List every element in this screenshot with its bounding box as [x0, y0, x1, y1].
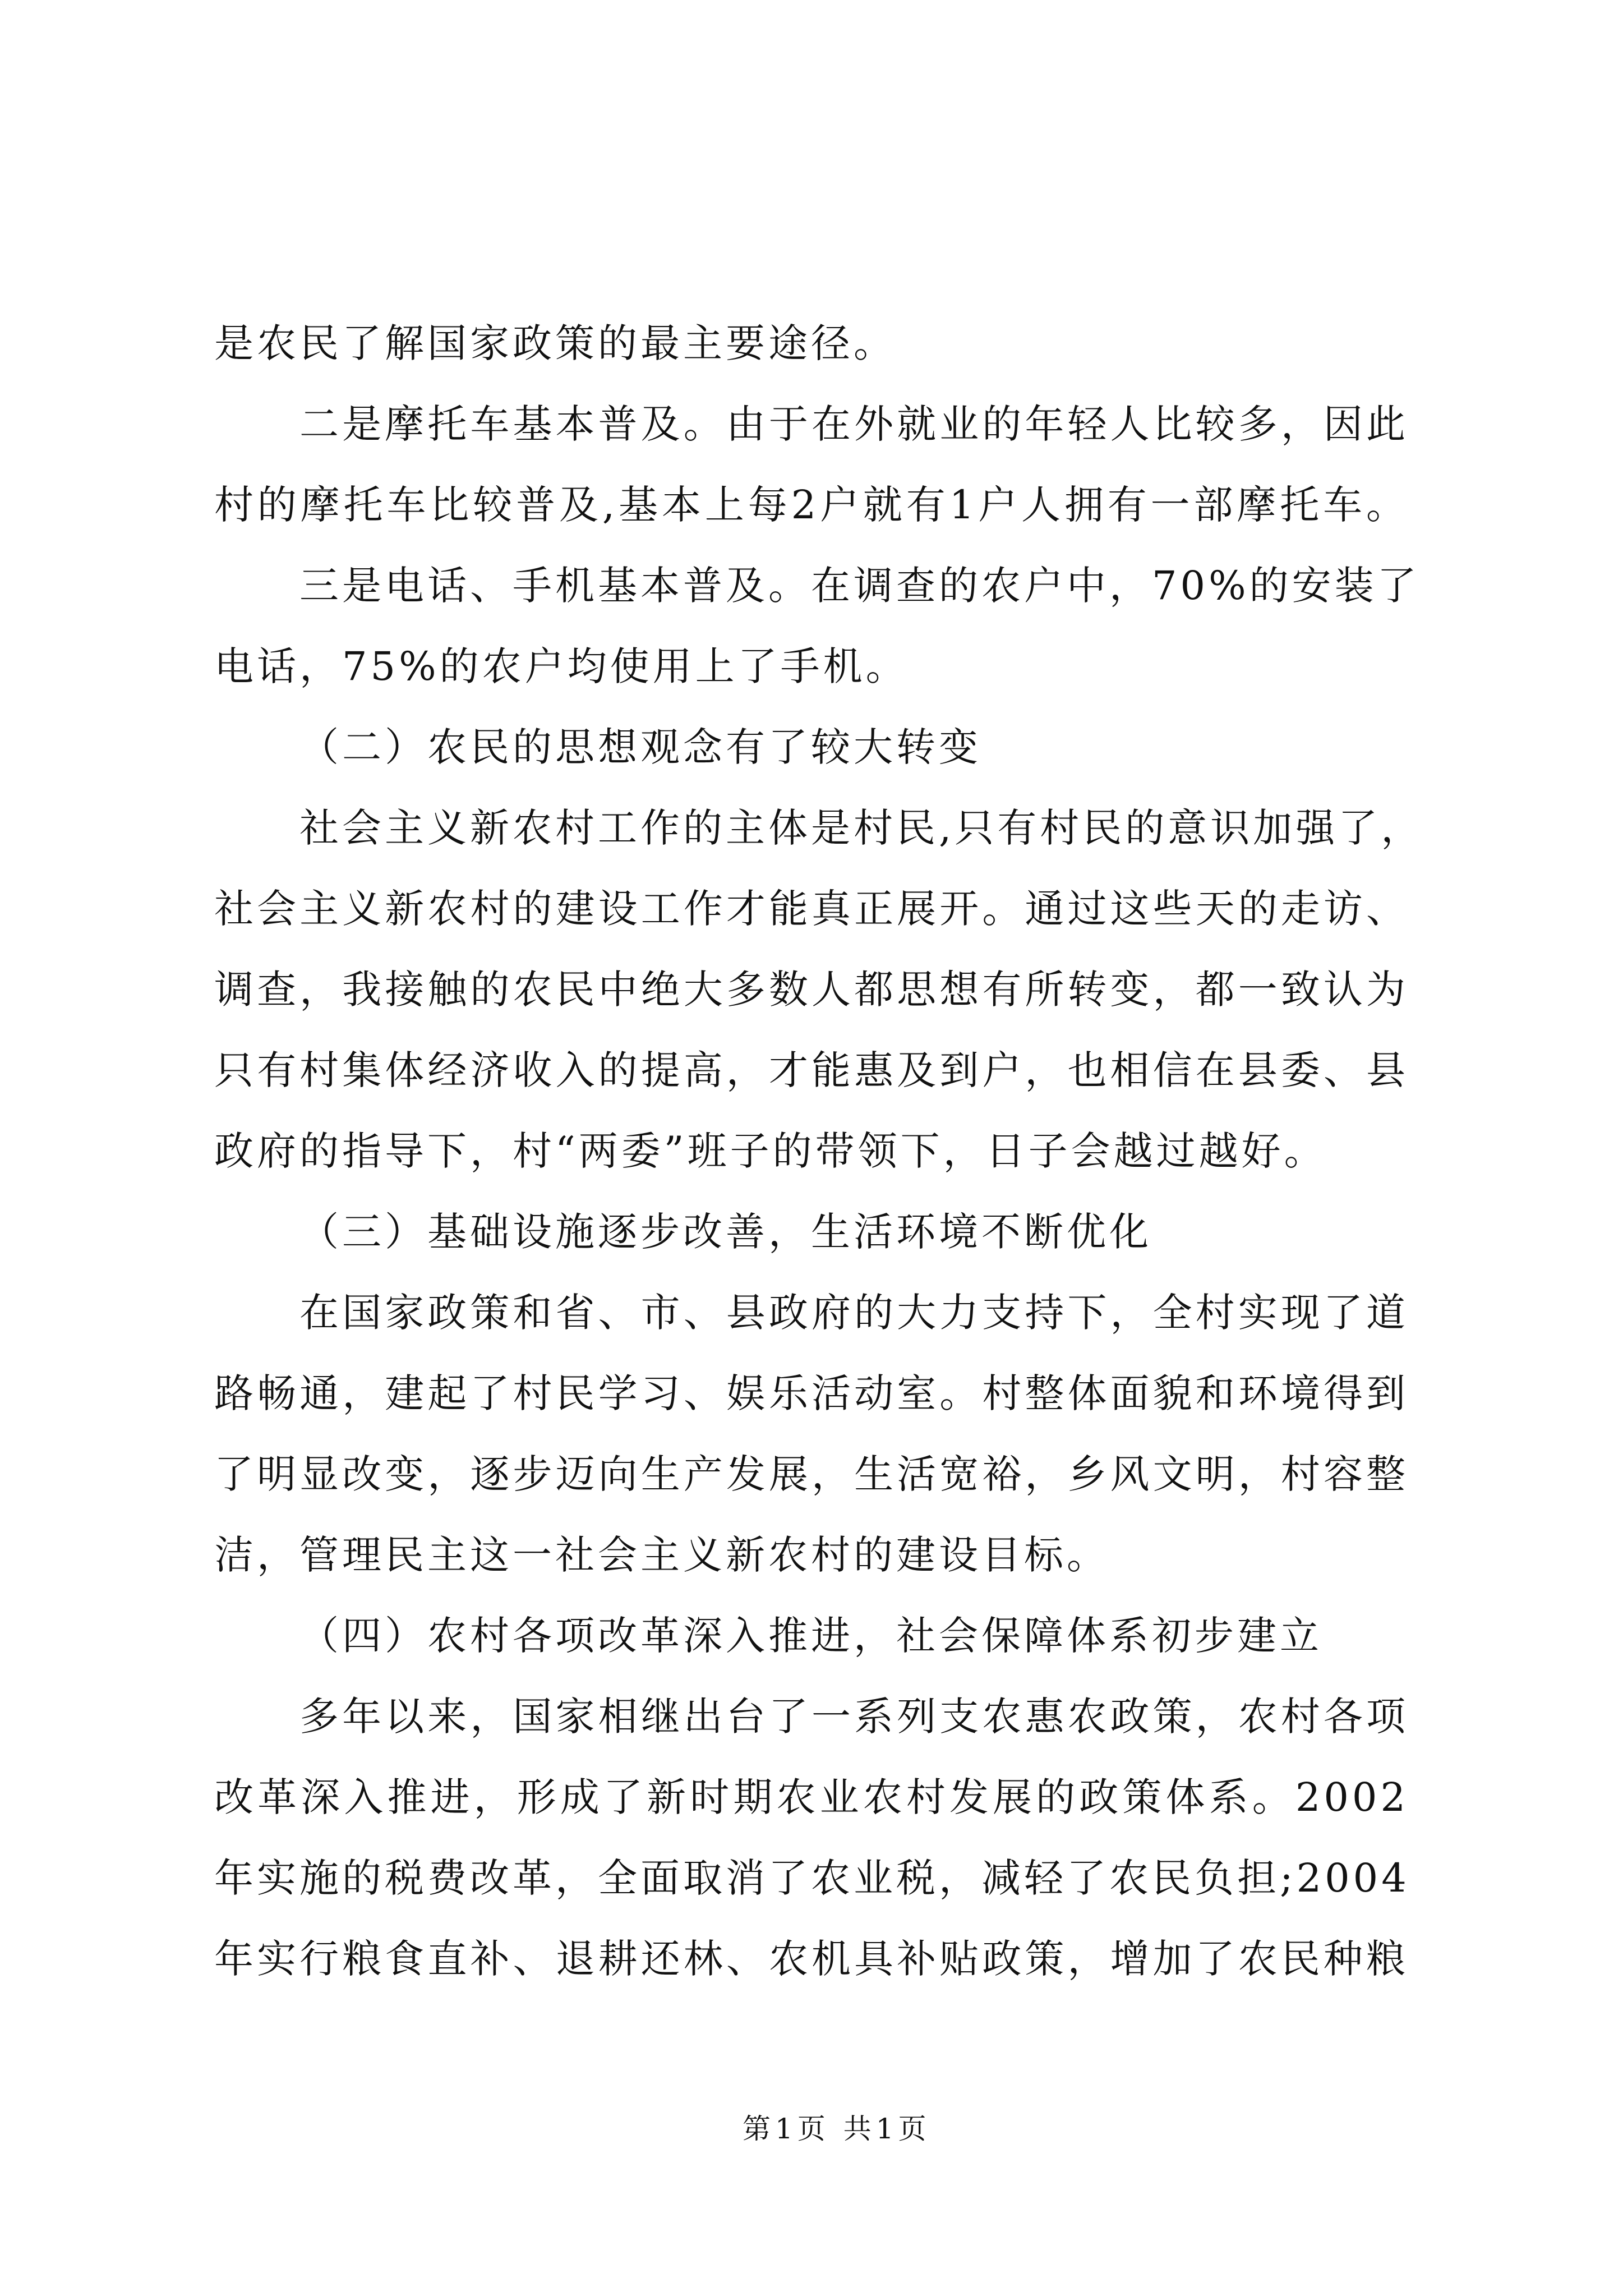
paragraph [214, 788, 1424, 1191]
paragraph-line: 只有村集体经济收入的提高，才能惠及到户，也相信在县委、县 [214, 1047, 1409, 1093]
document-body [214, 303, 1424, 1999]
section-heading: （二）农民的思想观念有了较大转变 [299, 724, 981, 770]
paragraph-line: 政府的指导下，村“两委”班子的带领下，日子会越过越好。 [214, 1128, 1327, 1174]
paragraph [214, 1676, 1409, 1999]
paragraph-line: 调查，我接触的农民中绝大多数人都思想有所转变，都一致认为 [214, 967, 1409, 1013]
section-heading: （四）农村各项改革深入推进，社会保障体系初步建立 [299, 1613, 1322, 1659]
section-heading: （三）基础设施逐步改善，生活环境不断优化 [299, 1209, 1152, 1255]
paragraph-line: 在国家政策和省、市、县政府的大力支持下，全村实现了道 [299, 1290, 1409, 1336]
paragraph [214, 384, 1409, 545]
paragraph-line: 电话，75%的农户均使用上了手机。 [214, 643, 909, 689]
paragraph-line: 改革深入推进，形成了新时期农业农村发展的政策体系。2002 [214, 1774, 1409, 1820]
paragraph-line: 三是电话、手机基本普及。在调查的农户中，70%的安装了 [299, 563, 1420, 609]
paragraph-line: 年实施的税费改革，全面取消了农业税，减轻了农民负担;2004 [214, 1855, 1410, 1901]
page-footer: 第1页 共1页 [743, 2113, 931, 2145]
paragraph-line: 二是摩托车基本普及。由于在外就业的年轻人比较多，因此 [299, 401, 1409, 447]
paragraph-line: 多年以来，国家相继出台了一系列支农惠农政策，农村各项 [299, 1694, 1409, 1740]
paragraph-line: 社会主义新农村工作的主体是村民,只有村民的意识加强了， [299, 805, 1424, 851]
paragraph-line: 路畅通，建起了村民学习、娱乐活动室。村整体面貌和环境得到 [214, 1370, 1409, 1416]
paragraph-line: 村的摩托车比较普及,基本上每2户就有1户人拥有一部摩托车。 [214, 482, 1409, 528]
paragraph-line: 年实行粮食直补、退耕还林、农机具补贴政策，增加了农民种粮 [214, 1936, 1409, 1982]
paragraph [214, 1272, 1409, 1595]
paragraph-line: 洁，管理民主这一社会主义新农村的建设目标。 [214, 1532, 1109, 1578]
paragraph-line: 是农民了解国家政策的最主要途径。 [214, 320, 896, 366]
paragraph [214, 545, 1420, 707]
paragraph-line: 了明显改变，逐步迈向生产发展，生活宽裕，乡风文明，村容整 [214, 1451, 1409, 1497]
paragraph [214, 303, 1409, 384]
paragraph-line: 社会主义新农村的建设工作才能真正展开。通过这些天的走访、 [214, 886, 1409, 932]
